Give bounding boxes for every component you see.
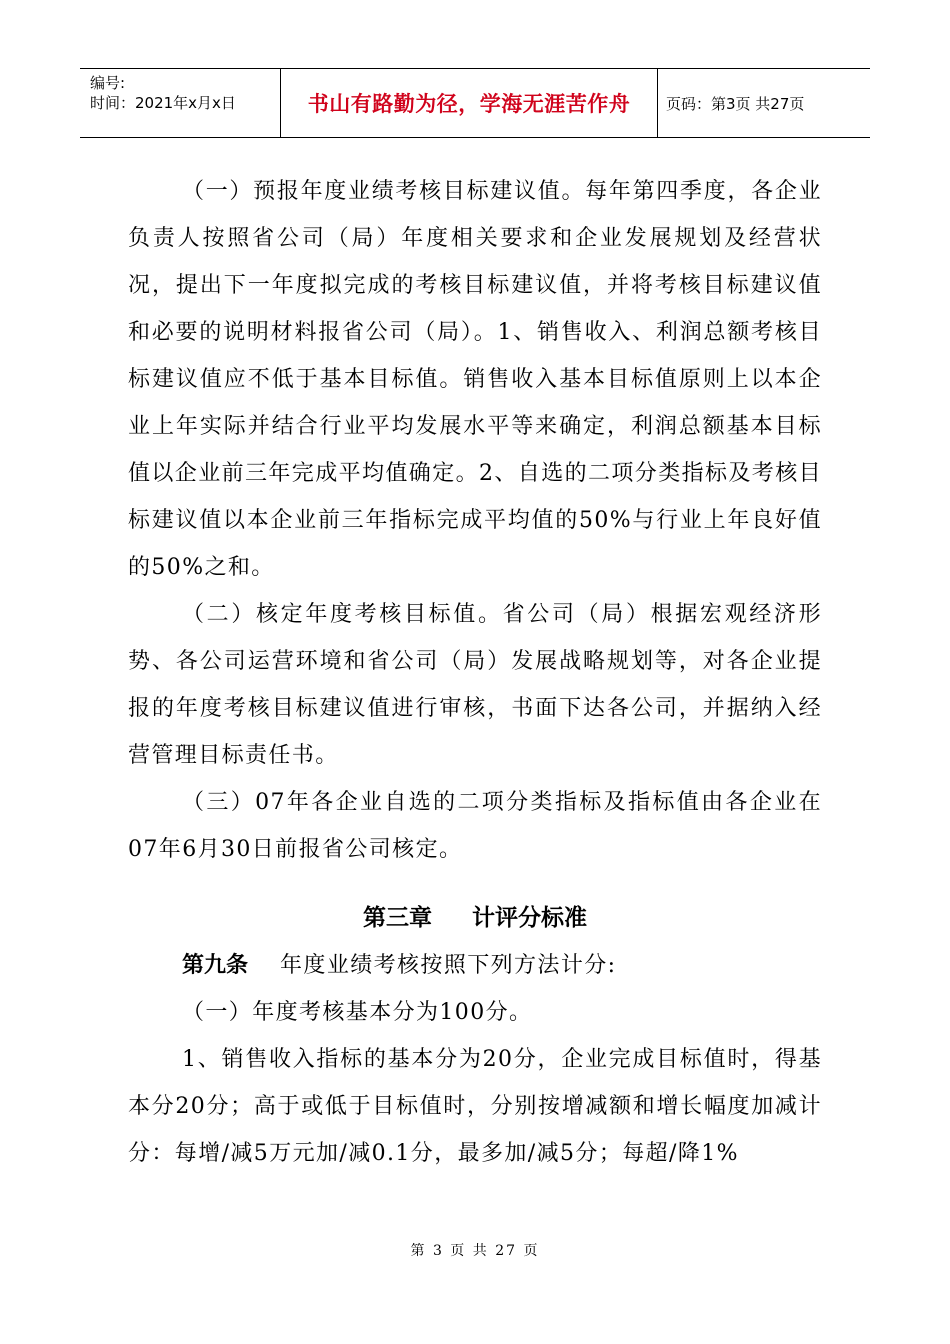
document-number-label: 编号: bbox=[90, 74, 126, 92]
page-footer: 第 3 页 共 27 页 bbox=[410, 1243, 540, 1259]
header-motto: 书山有路勤为径，学海无涯苦作舟 bbox=[281, 69, 658, 137]
page-header bbox=[80, 68, 870, 138]
header-page-info: 页码：第3页 共27页 bbox=[666, 94, 805, 113]
paragraph-4: （一）年度考核基本分为100分。 bbox=[182, 1000, 533, 1025]
article-text: 年度业绩考核按照下列方法计分: bbox=[280, 953, 617, 978]
paragraph-2: （二）核定年度考核目标值。省公司（局）根据宏观经济形势、各公司运营环境和省公司（局）发展战略规划等，对各企业提报的年度考核目标建议值进行审核，书面下达各公司，并据纳入经营管理目标责任书。 bbox=[128, 602, 822, 768]
header-meta bbox=[80, 69, 281, 137]
document-body bbox=[128, 168, 822, 1177]
chapter-number: 第三章 bbox=[363, 905, 432, 931]
paragraph-5: 1、销售收入指标的基本分为20分，企业完成目标值时，得基本分20分；高于或低于目标值时，分别按增减额和增长幅度加减计分：每增/减5万元加/减0.1分，最多加/减5分；每超/降1% bbox=[128, 1047, 822, 1166]
paragraph-3: （三）07年各企业自选的二项分类指标及指标值由各企业在07年6月30日前报省公司核定。 bbox=[128, 790, 822, 862]
article-9 bbox=[128, 942, 822, 989]
document-time-label: 时间：2021年x月x日 bbox=[90, 94, 236, 112]
paragraph-1: （一）预报年度业绩考核目标建议值。每年第四季度，各企业负责人按照省公司（局）年度相关要求和企业发展规划及经营状况，提出下一年度拟完成的考核目标建议值，并将考核目标建议值和必要的说明材料报省公司（局）。1、销售收入、利润总额考核目标建议值应不低于基本目标值。销售收入基本目标值原则上以本企业上年实际并结合行业平均发展水平等来确定，利润总额基本目标值以企业前三年完成平均值确定。2、自选的二项分类指标及考核目标建议值以本企业前三年指标完成平均值的50%与行业上年良好值的50%之和。 bbox=[128, 179, 822, 580]
article-number: 第九条 bbox=[182, 953, 249, 978]
chapter-title: 计评分标准 bbox=[472, 905, 587, 931]
chapter-heading bbox=[128, 895, 822, 942]
